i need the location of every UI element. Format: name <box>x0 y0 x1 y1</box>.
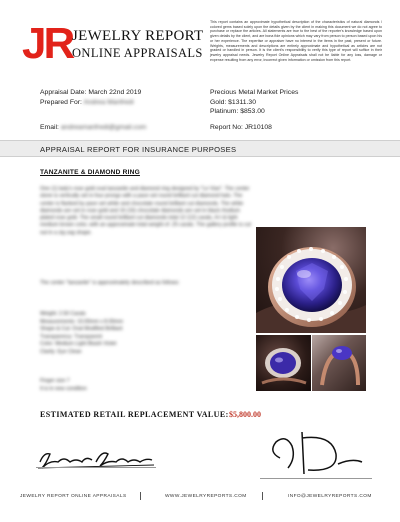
item-description: One (1) lady's rose gold oval tanzanite and diamond ring designed by "Le Vian". The center stone is vertically set in four prongs with a pave set round brilliant cut diamond halo. The center is flanked by pave set white and chocolate round brilliant cut diamonds. The white diamonds are set in rose gold and 16 (16) chocolate diamonds are set in black rhodium plated rose gold. The small round brilliant cut diamonds total 12 (12) carats, H-I & light medium brown color, with an approximate total weight of .25 carats. The gallery profile is cut out in a zig zag shape. <box>40 186 251 236</box>
appraisal-date-value: March 22nd 2019 <box>88 89 142 96</box>
appraisal-info <box>40 88 190 107</box>
footer-email[interactable]: INFO@JEWELRYREPORTS.COM <box>288 494 372 499</box>
disclaimer-text: This report contains an approximate hypothetical description of the characteristics of natural diamonds / colored gems based solely upon the details given by the client in making this document we do not agree to purchase or replace the articles. All statements are true to the best of the reporter's knowledge based upon given details by the client, and are bona fide opinions which may vary from person to person based upon his or her experience. The expertise or appraiser have no interest in the items in the past, present or future. Weights, measurements and descriptions are entirely approximate and hypothetical as articles are not graded or handled in person. It is the client's responsibility to verify this type of report will suffice in their jewelry appraisal needs. Jewelry Report Online Appraisals shall not be liable for any loss, damage or expense resulting from any error, incorrect given information or omission from this report. <box>210 20 382 62</box>
ring-details <box>40 378 240 393</box>
metal-prices-title: Precious Metal Market Prices <box>210 89 299 96</box>
appraiser-signature-graphic <box>262 428 368 476</box>
ring-photo-side-graphic <box>312 335 366 391</box>
spec-color: Color: Medium Light Bluish Violet <box>40 341 117 348</box>
ring-photo-main <box>256 227 366 333</box>
finger-size: Finger size 7 <box>40 378 70 384</box>
spec-weight: Weight: 2.50 Carats <box>40 311 86 317</box>
stone-specs <box>40 311 240 357</box>
report-number: Report No: JR10108 <box>210 124 272 131</box>
ring-photo-main-graphic <box>256 227 366 333</box>
footer-divider <box>140 492 141 500</box>
company-signature <box>36 440 156 476</box>
platinum-price: Platinum: $853.00 <box>210 108 265 116</box>
condition: It is in new condition <box>40 385 87 392</box>
logo-title: JEWELRY REPORT <box>72 28 204 44</box>
company-logo <box>22 19 204 70</box>
ring-photo-side <box>312 335 366 391</box>
section-title: APPRAISAL REPORT FOR INSURANCE PURPOSES <box>40 145 237 154</box>
signature-line-left <box>36 467 156 468</box>
spec-measurements: Measurements: 10.00mm x 8.00mm <box>40 318 124 325</box>
appraisal-date-label: Appraisal Date: <box>40 89 87 96</box>
prepared-for-label: Prepared For: <box>40 98 82 106</box>
section-header-bar <box>0 140 400 157</box>
ring-photo-top <box>256 335 311 391</box>
logo-mark: JR <box>22 19 73 68</box>
footer-company: JEWELRY REPORT ONLINE APPRAISALS <box>20 494 127 499</box>
prepared-for-value: Andrea Manfredi <box>83 98 134 106</box>
footer-website[interactable]: WWW.JEWELRYREPORTS.COM <box>165 494 247 499</box>
email-label: Email: <box>40 124 59 131</box>
footer-divider <box>262 492 263 500</box>
prepared-for-row <box>40 98 190 108</box>
email-row <box>40 124 146 131</box>
item-title: TANZANITE & DIAMOND RING <box>40 169 140 176</box>
company-signature-graphic <box>36 440 156 476</box>
gold-price: Gold: $1311.30 <box>210 98 256 106</box>
spec-shape-cut: Shape & Cut: Oval Modified Brilliant <box>40 326 123 333</box>
spec-transparency: Transparency: Transparent <box>40 333 103 340</box>
estimated-value-amount: $5,800.00 <box>229 410 261 419</box>
signature-line-right <box>260 478 372 479</box>
item-description-center-stone: The center "tanzanite" is approximately described as follows: <box>40 280 180 286</box>
spec-clarity: Clarity: Eye Clean <box>40 348 82 355</box>
estimated-value-label: ESTIMATED RETAIL REPLACEMENT VALUE: <box>40 410 229 419</box>
logo-subtitle: ONLINE APPRAISALS <box>72 46 203 60</box>
email-value: andreamanfredi@gmail.com <box>60 124 147 131</box>
ring-photo-top-graphic <box>256 335 311 391</box>
metal-prices <box>210 88 380 117</box>
footer <box>0 490 400 504</box>
appraiser-signature <box>262 428 368 476</box>
appraisal-date-row <box>40 88 190 98</box>
